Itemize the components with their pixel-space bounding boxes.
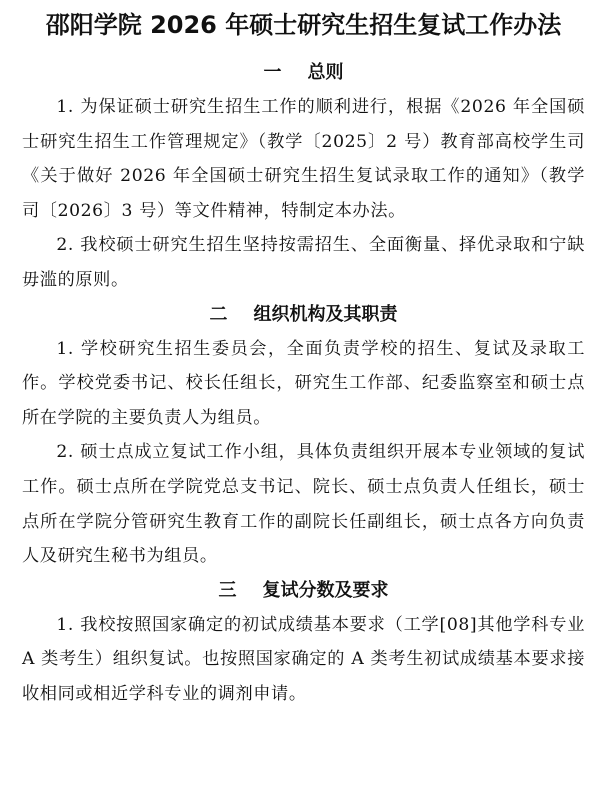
section-heading-3 [22,574,585,608]
section-heading-2 [22,298,585,332]
paragraph: 2. 我校硕士研究生招生坚持按需招生、全面衡量、择优录取和宁缺毋滥的原则。 [22,235,585,290]
document-title: 邵阳学院 2026 年硕士研究生招生复试工作办法 [45,11,562,39]
section-number: 一 [263,62,282,83]
section-number: 二 [209,303,228,325]
section-heading-1 [22,56,585,90]
section-number: 三 [218,579,237,601]
paragraph: 1. 我校按照国家确定的初试成绩基本要求（工学[08]其他学科专业 A 类考生）组织复试。也按照国家确定的 A 类考生初试成绩基本要求接收相同或相近学科专业的调剂申请。 [22,614,585,704]
section-title: 组织机构及其职责 [253,303,398,325]
section-title: 复试分数及要求 [262,579,389,601]
paragraph: 1. 学校研究生招生委员会，全面负责学校的招生、复试及录取工作。学校党委书记、校长任组长，研究生工作部、纪委监察室和硕士点所在学院的主要负责人为组员。 [22,338,585,428]
paragraph: 2. 硕士点成立复试工作小组，具体负责组织开展本专业领域的复试工作。硕士点所在学院党总支书记、院长、硕士点负责人任组长，硕士点所在学院分管研究生教育工作的副院长任副组长，硕士点各方向负责人及研究生秘书为组员。 [22,442,585,567]
section-title: 总则 [307,62,344,83]
paragraph: 1. 为保证硕士研究生招生工作的顺利进行，根据《2026 年全国硕士研究生招生工作管理规定》（教学〔2025〕2 号）教育部高校学生司《关于做好 2026 年全国硕士研究生招生复试录取工作的通知》（教学司〔2026〕3 号）等文件精神，特制定本办法。 [22,97,585,221]
